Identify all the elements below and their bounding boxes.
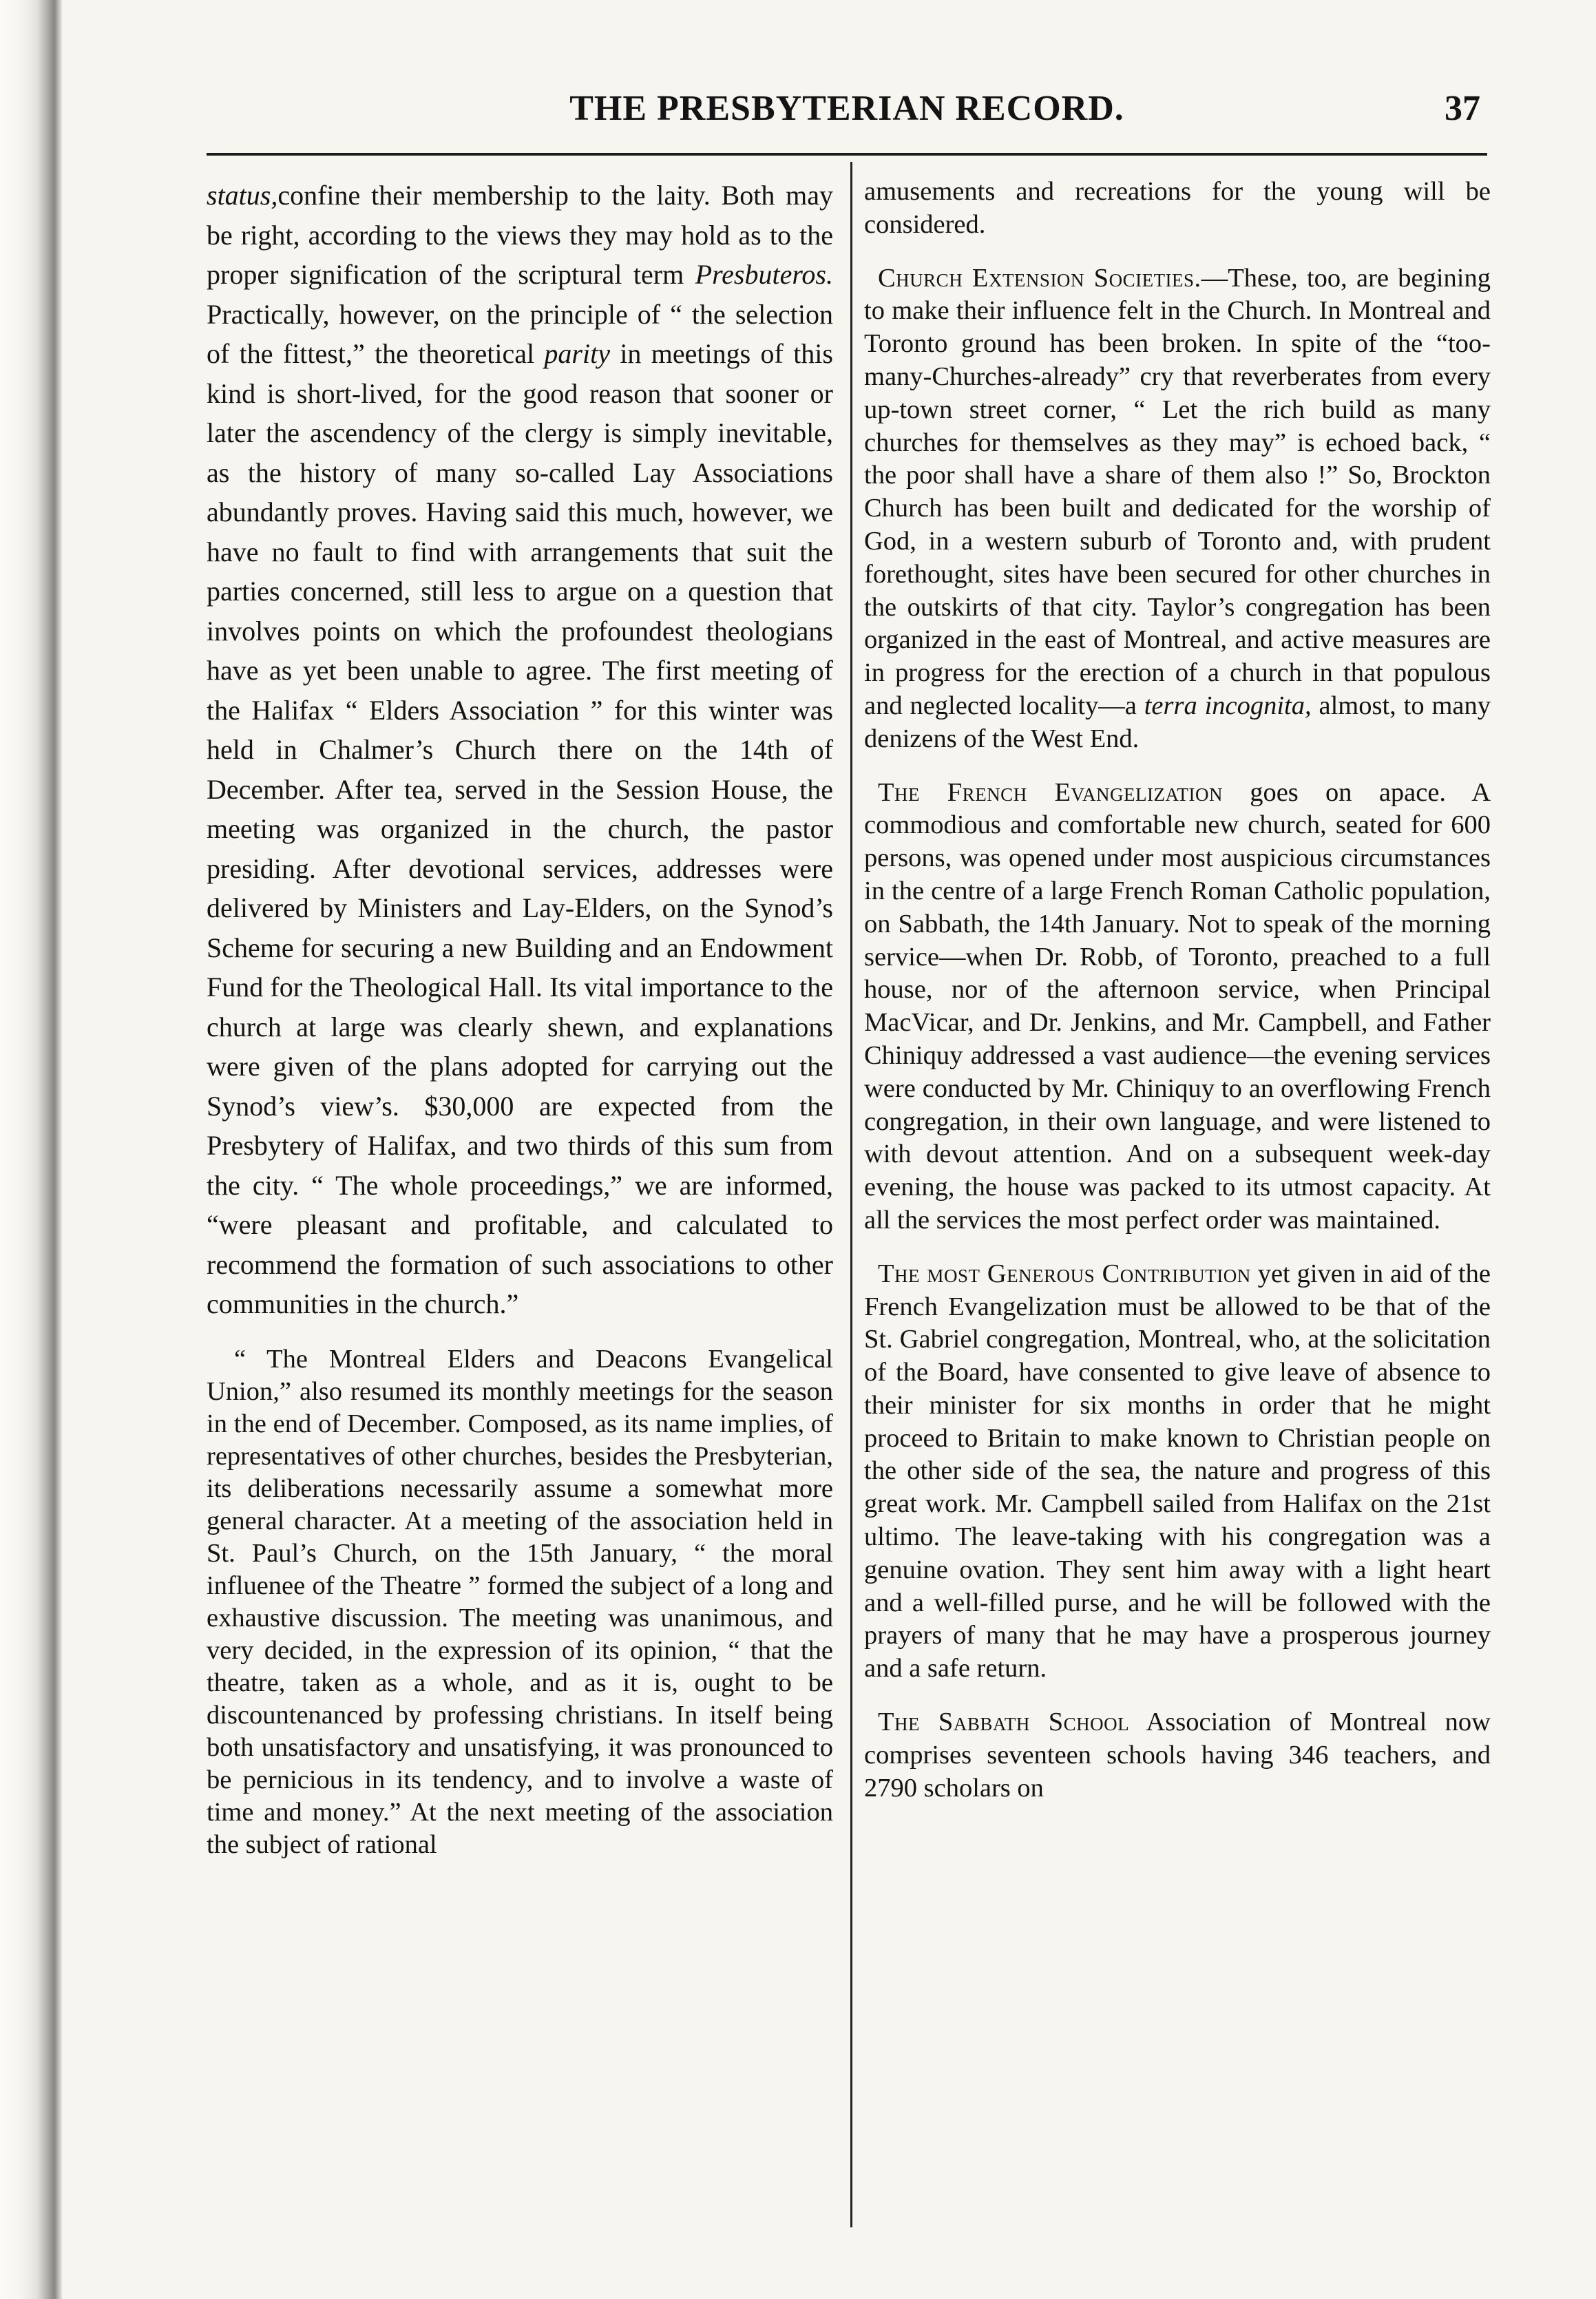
paragraph-text: in meetings of this kind is short-lived, for the good reason that sooner or later the ascendency of the clergy is simply inevitable, as the history of many so-called Lay Associations abundantly proves. Having said this much, however, we have no fault to find with arrangements that suit the parties concerned, still less to argue on a question that involves points on which the profoundest theologians have as yet been unable to agree. The first meeting of the Halifax “ Elders Association ” for this winter was held in Chalmer’s Church there on the 14th of December. After tea, served in the Session House, the meeting was organized in the church, the pastor presiding. After devotional services, addresses were delivered by Ministers and Lay-Elders, on the Synod’s Scheme for securing a new Building and an Endowment Fund for the Theological Hall. Its vital importance to the church at large was clearly shewn, and explanations were given of the plans adopted for carrying out the Synod’s view’s. $30,000 are expected from the Presbytery of Halifax, and two thirds of this sum from the city. “ The whole proceedings,” we are informed, “were pleasant and profitable, and calculated to recommend the formation of such associations to other communities in the church.” [207, 338, 833, 1319]
article-paragraph: amusements and recreations for the young will be considered. [864, 177, 1491, 239]
article-paragraph [864, 1706, 1491, 1805]
italic-term: terra incognita, [1144, 691, 1312, 720]
article-paragraph [864, 777, 1491, 1237]
section-lead: The most Generous Contribution [878, 1259, 1251, 1288]
journal-title: THE PRESBYTERIAN RECORD. [569, 89, 1124, 128]
section-lead: The Sabbath School [878, 1708, 1130, 1737]
paragraph-text: Association of Montreal now comprises seventeen schools having 346 teachers, and 2790 scholars on [864, 1708, 1491, 1803]
paragraph-text: Practically, however, on the principle of “ the selection of the fittest,” the theoretical [207, 298, 833, 369]
paragraph-text: goes on apace. A commodious and comfortable new church, seated for 600 persons, was opened under most auspicious circumstances in the centre of a large French Roman Catholic population, on Sabbath, the 14th January. Not to speak of the morning service—when Dr. Robb, of Toronto, preached to a full house, nor of the afternoon service, when Principal MacVicar, and Dr. Jenkins, and Mr. Campbell, and Father Chiniquy addressed a vast audience—the evening services were conducted by Mr. Chiniquy to an overflowing French congregation, in their own language, and were listened to with devout attention. And on a subsequent week-day evening, the house was packed to its utmost capacity. At all the services the most perfect order was maintained. [864, 777, 1491, 1235]
paragraph-text: almost, to many denizens of the West End. [864, 691, 1491, 753]
page-binding-shadow [0, 0, 62, 2299]
right-column [864, 176, 1491, 1805]
article-paragraph [207, 176, 833, 1324]
italic-term: Presbuteros. [695, 259, 833, 290]
paragraph-text: confine their membership to the laity. Both may be right, according to the views they may hold as to the proper signification of the scriptural term [207, 180, 833, 290]
article-paragraph [864, 1258, 1491, 1686]
paragraph-text: —These, too, are begining to make their influence felt in the Church. In Montreal and Toronto ground has been broken. In spite of the “too-many-Churches-already” cry that reverberates from every up-town street corner, “ Let the rich build as many churches for themselves as they may” is echoed back, “ the poor shall have a share of them also !” So, Brockton Church has been built and dedicated for the worship of God, in a western suburb of Toronto and, with prudent forethought, sites have been secured for other churches in the outskirts of that city. Taylor’s congregation has been organized in the east of Montreal, and active measures are in progress for the erection of a church in that populous and neglected locality—a [864, 263, 1491, 720]
page-number: 37 [1445, 89, 1480, 128]
header-rule [207, 153, 1487, 156]
article-paragraph [864, 262, 1491, 756]
page-header [207, 83, 1487, 145]
column-divider [850, 162, 852, 2227]
article-paragraph: “ The Montreal Elders and Deacons Evangelical Union,” also resumed its monthly meetings for the season in the end of December. Composed, as its name implies, of representatives of other churches, besides the Presbyterian, its deliberations necessarily assume a somewhat more general character. At a meeting of the association held in St. Paul’s Church, on the 15th January, “ the moral influenee of the Theatre ” formed the subject of a long and exhaustive discussion. The meeting was unanimous, and very decided, in the expression of its opinion, “ that the theatre, taken as a whole, and as it is, ought to be discountenanced by professing christians. In itself being both unsatisfactory and unsatisfying, it was pronounced to be pernicious in its tendency, and to involve a waste of time and money.” At the next meeting of the association the subject of rational [207, 1344, 833, 1859]
italic-term: parity [544, 338, 610, 369]
italic-lead: status, [207, 180, 278, 211]
section-lead: The French Evangelization [878, 777, 1223, 807]
left-column [207, 176, 833, 1861]
section-lead: Church Extension Societies. [878, 263, 1201, 293]
paragraph-text: yet given in aid of the French Evangelization must be allowed to be that of the St. Gabriel congregation, Montreal, who, at the solicitation of the Board, have consented to give leave of absence to their minister for six months in order that he might proceed to Britain to make known to Christian people on the other side of the sea, the nature and progress of this great work. Mr. Campbell sailed from Halifax on the 21st ultimo. The leave-taking with his congregation was a genuine ovation. They sent him away with a light heart and a well-filled purse, and he will be followed with the prayers of many that he may have a prosperous journey and a safe return. [864, 1259, 1491, 1683]
